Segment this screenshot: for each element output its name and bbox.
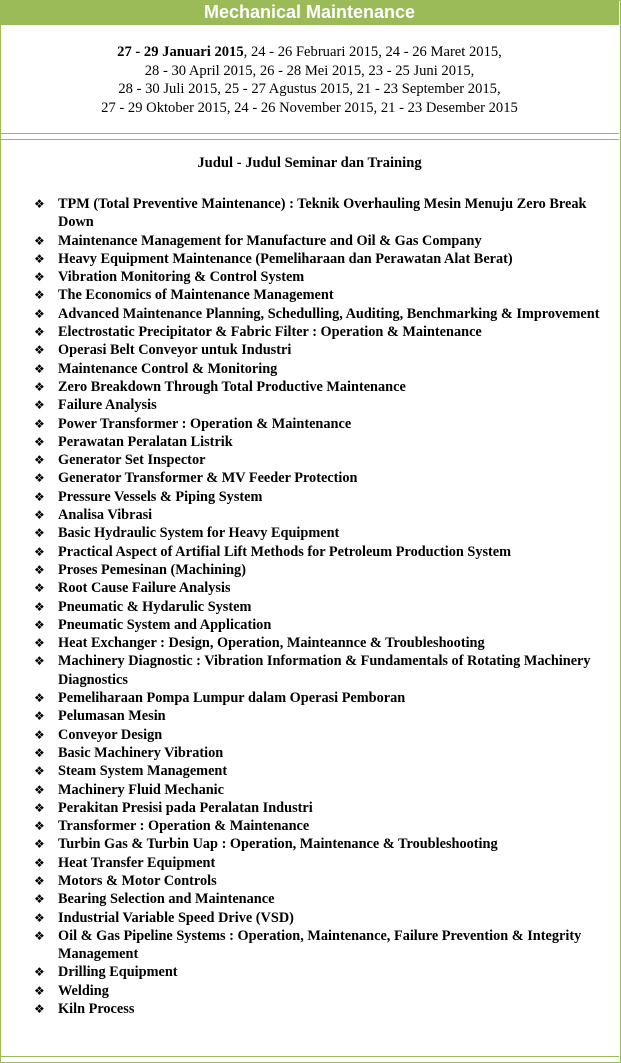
diamond-bullet-icon: ❖ xyxy=(34,325,45,340)
topic-label: Conveyor Design xyxy=(58,726,163,743)
topic-label: Advanced Maintenance Planning, Schedulling, Auditing, Benchmarking & Improvement xyxy=(58,305,600,322)
diamond-bullet-icon: ❖ xyxy=(34,471,45,486)
diamond-bullet-icon: ❖ xyxy=(34,1002,45,1017)
topic-label: Turbin Gas & Turbin Uap : Operation, Maintenance & Troubleshooting xyxy=(58,836,498,853)
topic-label: Generator Transformer & MV Feeder Protection xyxy=(58,470,358,487)
list-item xyxy=(34,268,610,286)
divider xyxy=(0,133,619,134)
schedule-dates xyxy=(0,43,619,117)
topic-label: Kiln Process xyxy=(58,1001,135,1018)
list-item xyxy=(34,579,610,597)
diamond-bullet-icon: ❖ xyxy=(34,416,45,431)
diamond-bullet-icon: ❖ xyxy=(34,745,45,760)
list-item xyxy=(34,909,610,927)
diamond-bullet-icon: ❖ xyxy=(34,306,45,321)
topic-label: Oil & Gas Pipeline Systems : Operation, Maintenance, Failure Prevention & Integrity Management xyxy=(58,927,582,963)
topic-label: Vibration Monitoring & Control System xyxy=(58,269,305,286)
diamond-bullet-icon: ❖ xyxy=(34,361,45,376)
topic-label: The Economics of Maintenance Management xyxy=(58,287,334,304)
diamond-bullet-icon: ❖ xyxy=(34,910,45,925)
diamond-bullet-icon: ❖ xyxy=(34,526,45,541)
page-title: Mechanical Maintenance xyxy=(0,0,619,25)
list-item xyxy=(34,927,610,964)
list-item xyxy=(34,561,610,579)
topic-label: Heat Transfer Equipment xyxy=(58,854,216,871)
list-item xyxy=(34,726,610,744)
topic-label: Pemeliharaan Pompa Lumpur dalam Operasi Pemboran xyxy=(58,690,406,707)
topic-label: Heat Exchanger : Design, Operation, Mainteannce & Troubleshooting xyxy=(58,635,485,652)
topic-label: Heavy Equipment Maintenance (Pemeliharaan dan Perawatan Alat Berat) xyxy=(58,250,513,267)
diamond-bullet-icon: ❖ xyxy=(34,251,45,266)
list-item xyxy=(34,634,610,652)
list-item xyxy=(34,616,610,634)
dates-line-3: 28 - 30 Juli 2015, 25 - 27 Agustus 2015, 21 - 23 September 2015, xyxy=(118,81,501,98)
list-item xyxy=(34,543,610,561)
topic-label: Transformer : Operation & Maintenance xyxy=(58,818,310,835)
diamond-bullet-icon: ❖ xyxy=(34,434,45,449)
list-item xyxy=(34,232,610,250)
diamond-bullet-icon: ❖ xyxy=(34,819,45,834)
topic-label: Perakitan Presisi pada Peralatan Industri xyxy=(58,799,313,816)
diamond-bullet-icon: ❖ xyxy=(34,691,45,706)
list-item xyxy=(34,707,610,725)
list-item xyxy=(34,982,610,1000)
dates-line-1 xyxy=(0,43,619,62)
diamond-bullet-icon: ❖ xyxy=(34,983,45,998)
list-item xyxy=(34,762,610,780)
list-item xyxy=(34,817,610,835)
topic-label: Basic Hydraulic System for Heavy Equipment xyxy=(58,525,340,542)
diamond-bullet-icon: ❖ xyxy=(34,197,45,211)
diamond-bullet-icon: ❖ xyxy=(34,508,45,523)
list-item xyxy=(34,323,610,341)
diamond-bullet-icon: ❖ xyxy=(34,544,45,559)
diamond-bullet-icon: ❖ xyxy=(34,709,45,724)
dates-line-4: 27 - 29 Oktober 2015, 24 - 26 November 2015, 21 - 23 Desember 2015 xyxy=(101,99,518,116)
topic-label: Practical Aspect of Artifial Lift Methods for Petroleum Production System xyxy=(58,543,512,560)
list-item xyxy=(34,506,610,524)
topic-label: Generator Set Inspector xyxy=(58,452,206,469)
topic-label: Motors & Motor Controls xyxy=(58,872,217,889)
diamond-bullet-icon: ❖ xyxy=(34,581,45,596)
diamond-bullet-icon: ❖ xyxy=(34,764,45,779)
diamond-bullet-icon: ❖ xyxy=(34,727,45,742)
topic-label: Machinery Diagnostic : Vibration Information & Fundamentals of Rotating Machinery Diagnostics xyxy=(58,653,591,688)
diamond-bullet-icon: ❖ xyxy=(34,343,45,358)
topic-label: Proses Pemesinan (Machining) xyxy=(58,561,246,578)
diamond-bullet-icon: ❖ xyxy=(34,562,45,577)
topic-label: Pneumatic System and Application xyxy=(58,616,272,633)
diamond-bullet-icon: ❖ xyxy=(34,270,45,285)
topic-list xyxy=(34,195,610,1018)
diamond-bullet-icon: ❖ xyxy=(34,379,45,394)
diamond-bullet-icon: ❖ xyxy=(34,636,45,651)
topic-label: Analisa Vibrasi xyxy=(58,507,153,524)
divider xyxy=(0,1056,619,1057)
list-item xyxy=(34,689,610,707)
dates-first: 27 - 29 Januari 2015 xyxy=(117,44,244,60)
list-item xyxy=(34,195,610,232)
diamond-bullet-icon: ❖ xyxy=(34,873,45,888)
topic-label: Root Cause Failure Analysis xyxy=(58,580,231,597)
list-item xyxy=(34,835,610,853)
list-item xyxy=(34,250,610,268)
dates-line-2: 28 - 30 April 2015, 26 - 28 Mei 2015, 23 - 25 Juni 2015, xyxy=(144,62,475,79)
diamond-bullet-icon: ❖ xyxy=(34,892,45,907)
topic-label: TPM (Total Preventive Maintenance) : Teknik Overhauling Mesin Menuju Zero Break Down xyxy=(58,196,587,231)
list-item xyxy=(34,433,610,451)
dates-line-1-rest: , 24 - 26 Februari 2015, 24 - 26 Maret 2015, xyxy=(243,44,502,60)
list-item xyxy=(34,1000,610,1018)
topic-label: Steam System Management xyxy=(58,763,228,780)
topic-label: Failure Analysis xyxy=(58,397,157,414)
list-item xyxy=(34,799,610,817)
list-item xyxy=(34,963,610,981)
diamond-bullet-icon: ❖ xyxy=(34,800,45,815)
topic-label: Pneumatic & Hydarulic System xyxy=(58,598,252,615)
diamond-bullet-icon: ❖ xyxy=(34,617,45,632)
topic-label: Maintenance Management for Manufacture and Oil & Gas Company xyxy=(58,232,482,249)
topic-label: Pressure Vessels & Piping System xyxy=(58,488,263,505)
list-item xyxy=(34,652,610,689)
topic-label: Bearing Selection and Maintenance xyxy=(58,891,275,908)
topic-label: Power Transformer : Operation & Maintenance xyxy=(58,415,352,432)
diamond-bullet-icon: ❖ xyxy=(34,837,45,852)
diamond-bullet-icon: ❖ xyxy=(34,453,45,468)
topic-label: Operasi Belt Conveyor untuk Industri xyxy=(58,342,292,359)
list-item xyxy=(34,341,610,359)
list-item xyxy=(34,396,610,414)
diamond-bullet-icon: ❖ xyxy=(34,599,45,614)
topic-label: Zero Breakdown Through Total Productive Maintenance xyxy=(58,378,406,395)
list-item xyxy=(34,854,610,872)
list-item xyxy=(34,488,610,506)
divider xyxy=(0,139,619,140)
list-item xyxy=(34,305,610,323)
topic-label: Industrial Variable Speed Drive (VSD) xyxy=(58,909,294,926)
diamond-bullet-icon: ❖ xyxy=(34,489,45,504)
topic-label: Welding xyxy=(58,982,109,999)
diamond-bullet-icon: ❖ xyxy=(34,965,45,980)
diamond-bullet-icon: ❖ xyxy=(34,398,45,413)
topic-label: Drilling Equipment xyxy=(58,964,178,981)
list-item xyxy=(34,378,610,396)
diamond-bullet-icon: ❖ xyxy=(34,855,45,870)
topic-label: Electrostatic Precipitator & Fabric Filter : Operation & Maintenance xyxy=(58,324,482,341)
list-item xyxy=(34,872,610,890)
diamond-bullet-icon: ❖ xyxy=(34,928,45,943)
list-item xyxy=(34,524,610,542)
diamond-bullet-icon: ❖ xyxy=(34,654,45,669)
list-item xyxy=(34,469,610,487)
diamond-bullet-icon: ❖ xyxy=(34,782,45,797)
topic-label: Maintenance Control & Monitoring xyxy=(58,360,278,377)
list-item xyxy=(34,451,610,469)
list-item xyxy=(34,360,610,378)
list-item xyxy=(34,598,610,616)
list-item xyxy=(34,744,610,762)
topic-label: Perawatan Peralatan Listrik xyxy=(58,433,233,450)
section-title: Judul - Judul Seminar dan Training xyxy=(197,155,422,171)
topic-label: Basic Machinery Vibration xyxy=(58,744,224,761)
diamond-bullet-icon: ❖ xyxy=(34,233,45,248)
list-item xyxy=(34,415,610,433)
list-item xyxy=(34,890,610,908)
list-item xyxy=(34,781,610,799)
diamond-bullet-icon: ❖ xyxy=(34,288,45,303)
topic-label: Machinery Fluid Mechanic xyxy=(58,781,224,798)
list-item xyxy=(34,286,610,304)
topic-label: Pelumasan Mesin xyxy=(58,708,166,725)
